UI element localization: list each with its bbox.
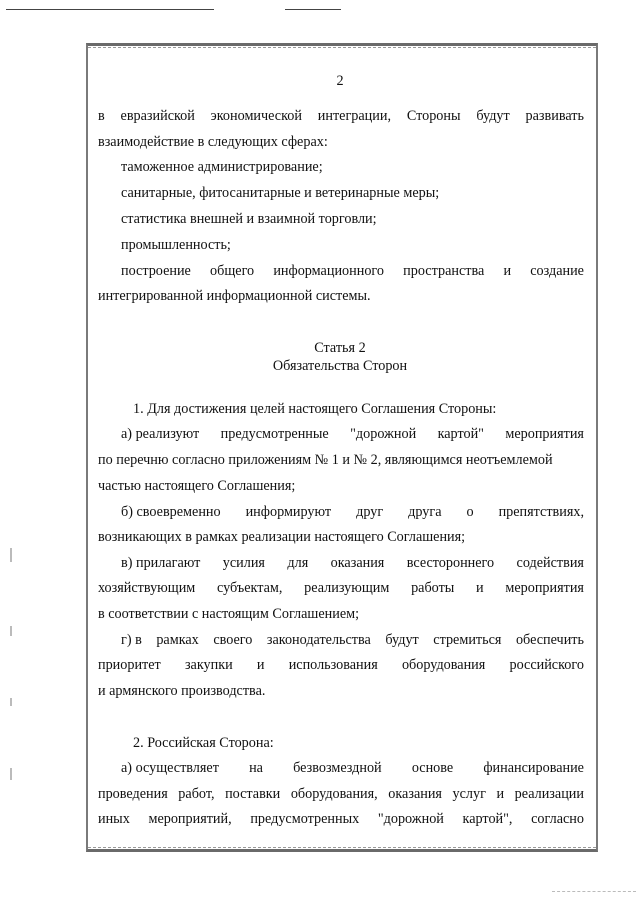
word: содействия: [516, 555, 584, 571]
word: пространства: [403, 263, 485, 279]
word: Стороны: [406, 108, 461, 124]
word: картой",: [462, 811, 513, 827]
word: усилия: [222, 555, 265, 571]
word: безвозмездной: [293, 760, 382, 776]
word: реализации: [514, 786, 584, 802]
word: законодательства: [266, 632, 371, 648]
word: б) своевременно: [121, 504, 221, 520]
word: оборудования: [401, 657, 486, 673]
clause-2a-line: [98, 786, 584, 803]
scan-mark: [10, 698, 12, 706]
word: для: [287, 555, 309, 571]
clause-1v-line: [98, 580, 584, 597]
page-number: 2: [336, 73, 344, 89]
intro-line-2: взаимодействие в следующих сферах:: [98, 134, 328, 150]
word: работ,: [178, 786, 215, 802]
sphere-item: [121, 263, 584, 280]
word: евразийской: [120, 108, 195, 124]
clause-1b-line: возникающих в рамках реализации настоящего Соглашения;: [98, 529, 466, 545]
word: проведения: [98, 786, 168, 802]
word: будут: [476, 108, 510, 124]
word: поставки: [225, 786, 281, 802]
word: всестороннего: [406, 555, 495, 571]
word: предусмотренных: [250, 811, 360, 827]
clause-1g-line: и армянского производства.: [98, 683, 266, 699]
word: стремиться: [433, 632, 502, 648]
word: г) в: [121, 632, 142, 648]
word: и: [256, 657, 265, 673]
word: построение: [121, 263, 191, 279]
clause-2-lead: 2. Российская Сторона:: [133, 735, 274, 751]
word: обеспечить: [515, 632, 584, 648]
word: реализующим: [304, 580, 390, 596]
word: экономической: [210, 108, 302, 124]
word: общего: [210, 263, 255, 279]
clause-1b-line: [121, 504, 584, 521]
word: оборудования,: [290, 786, 378, 802]
word: хозяйствующим: [98, 580, 196, 596]
clause-1v-line: [121, 555, 584, 572]
word: и: [476, 580, 484, 596]
word: препятствиях,: [498, 504, 584, 520]
clause-1a-line: по перечню согласно приложениям № 1 и № 2, являющимся неотъемлемой: [98, 452, 553, 468]
word: и: [496, 786, 505, 802]
clause-1g-line: [98, 657, 584, 674]
word: оказания: [330, 555, 385, 571]
word: на: [249, 760, 263, 776]
word: использования: [288, 657, 378, 673]
clause-1a-line: частью настоящего Соглашения;: [98, 478, 296, 494]
scan-mark: [10, 626, 12, 636]
word: информационного: [273, 263, 384, 279]
intro-line-1: [98, 108, 584, 125]
word: финансирование: [483, 760, 584, 776]
word: в) прилагают: [121, 555, 201, 571]
top-rule-left: [6, 9, 214, 10]
word: работы: [411, 580, 455, 596]
word: друг: [356, 504, 384, 520]
bottom-dash-rule: [552, 891, 636, 892]
clause-2a-line: [121, 760, 584, 777]
word: "дорожной: [350, 426, 417, 442]
sphere-item: статистика внешней и взаимной торговли;: [121, 211, 377, 227]
clause-1a-line: [121, 426, 584, 443]
word: согласно: [531, 811, 584, 827]
word: будут: [385, 632, 419, 648]
word: создание: [530, 263, 584, 279]
word: интеграции,: [317, 108, 391, 124]
clause-1v-line: в соответствии с настоящим Соглашением;: [98, 606, 360, 622]
word: в: [98, 108, 105, 124]
word: своего: [213, 632, 253, 648]
word: и: [503, 263, 512, 279]
article-title: Обязательства Сторон: [272, 358, 408, 374]
word: иных: [98, 811, 130, 827]
sphere-item: таможенное администрирование;: [121, 159, 323, 175]
word: мероприятий,: [148, 811, 232, 827]
sphere-item: санитарные, фитосанитарные и ветеринарные меры;: [121, 185, 440, 201]
sphere-item: промышленность;: [121, 237, 231, 253]
word: предусмотренные: [220, 426, 329, 442]
word: основе: [411, 760, 454, 776]
word: "дорожной: [377, 811, 444, 827]
article-number: Статья 2: [314, 340, 366, 356]
clause-2a-line: [98, 811, 584, 828]
scan-mark: [10, 768, 12, 780]
word: развивать: [525, 108, 584, 124]
word: друга: [408, 504, 442, 520]
clause-1-lead: 1. Для достижения целей настоящего Соглашения Стороны:: [133, 401, 497, 417]
word: информируют: [245, 504, 332, 520]
word: картой": [437, 426, 484, 442]
word: услуг: [452, 786, 486, 802]
word: а) реализуют: [121, 426, 200, 442]
word: мероприятия: [505, 426, 584, 442]
word: приоритет: [98, 657, 161, 673]
word: рамках: [156, 632, 199, 648]
word: закупки: [184, 657, 233, 673]
scan-mark: [10, 548, 12, 562]
word: субъектам,: [217, 580, 283, 596]
word: оказания: [388, 786, 442, 802]
clause-1g-line: [121, 632, 584, 649]
sphere-item-continuation: интегрированной информационной системы.: [98, 288, 371, 304]
word: мероприятия: [505, 580, 584, 596]
word: российского: [509, 657, 584, 673]
word: о: [466, 504, 474, 520]
word: а) осуществляет: [121, 760, 219, 776]
top-rule-right: [285, 9, 341, 10]
